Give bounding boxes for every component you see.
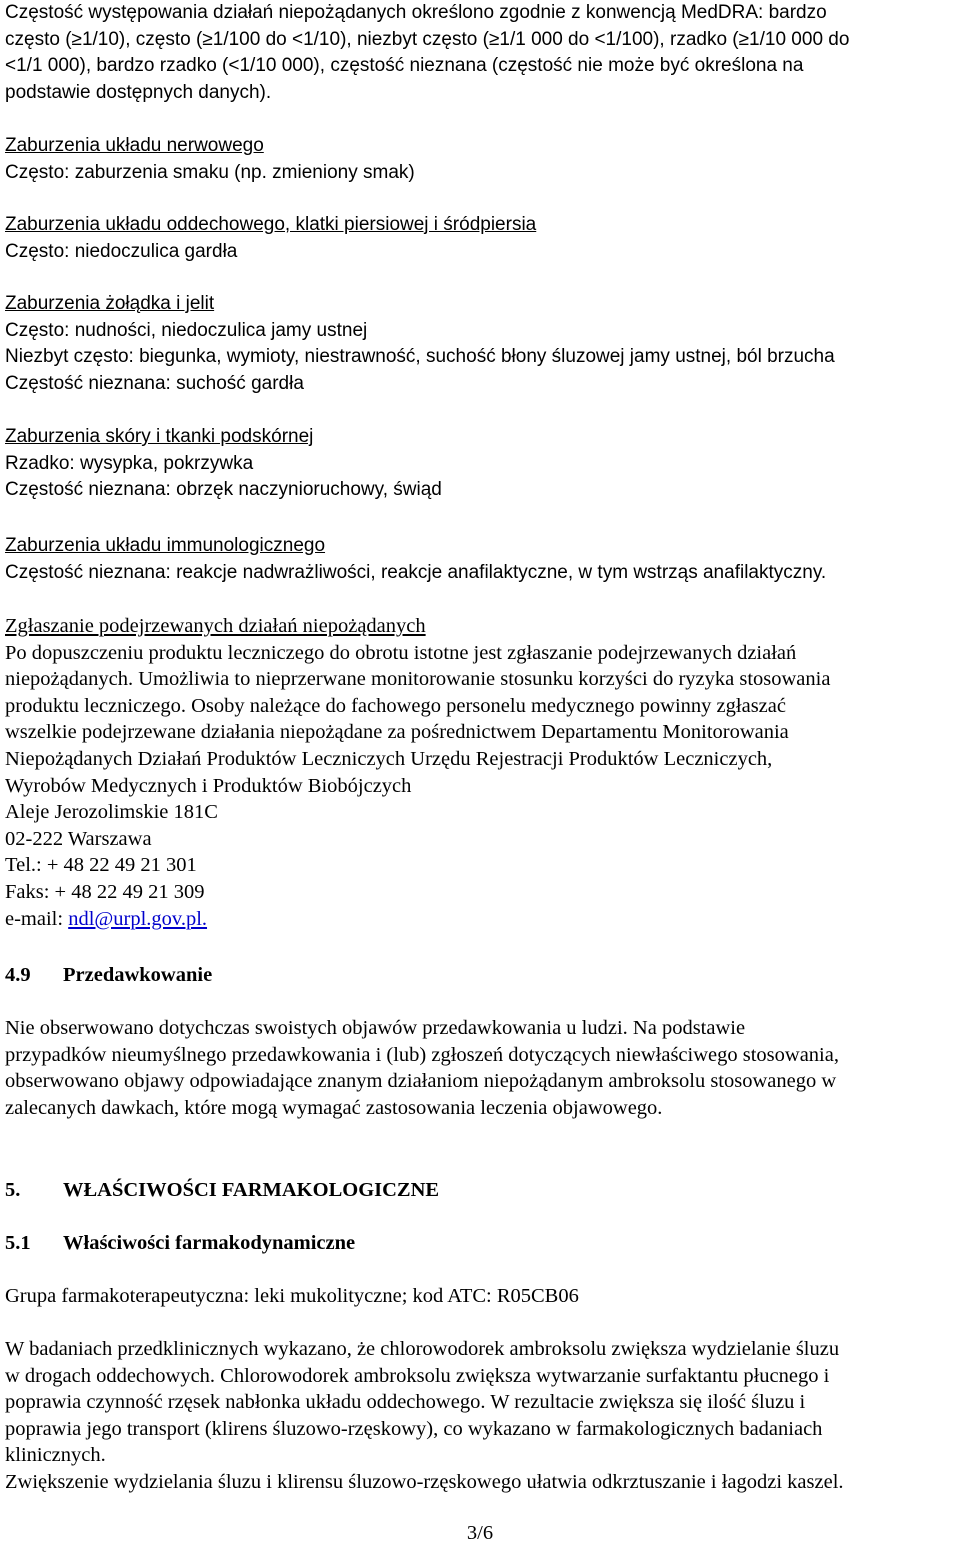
section-4-9-heading [5,962,955,989]
frequency-intro-paragraph [5,0,955,106]
overdose-paragraph [5,1015,955,1121]
group-item: Częstość nieznana: reakcje nadwrażliwości, reakcje anafilaktyczne, w tym wstrząs anafilaktyczny. [5,561,827,583]
pharmacodynamics-paragraph [5,1336,955,1496]
section-title: Właściwości farmakodynamiczne [63,1232,356,1254]
fax-line: Faks: + 48 22 49 21 309 [5,880,205,903]
text-line: zalecanych dawkach, które mogą wymagać zastosowania leczenia objawowego. [5,1096,663,1119]
email-line [5,906,955,933]
group-item: Częstość nieznana: suchość gardła [5,372,304,394]
text-line: W badaniach przedklinicznych wykazano, że chlorowodorek ambroksolu zwiększa wydzielanie śluzu [5,1338,840,1360]
adverse-group-skin [5,424,955,504]
group-heading: Zaburzenia skóry i tkanki podskórnej [5,426,314,447]
text-line: niepożądanych. Umożliwia to nieprzerwane monitorowanie stosunku korzyści do ryzyka stosowania [5,668,831,691]
section-title: Przedawkowanie [63,964,213,986]
text-line: Częstość występowania działań niepożądanych określono zgodnie z konwencją MedDRA: bardzo [5,2,827,23]
group-item: Rzadko: wysypka, pokrzywka [5,452,254,474]
group-item: Częstość nieznana: obrzęk naczynioruchowy, świąd [5,479,442,501]
address-line: Aleje Jerozolimskie 181C [5,801,218,824]
text-line: poprawia czynność rzęsek nabłonka układu oddechowego. W rezultacie zwiększa się ilość śluzu i [5,1391,806,1414]
section-5-heading [5,1177,955,1204]
phone-line: Tel.: + 48 22 49 21 301 [5,854,197,877]
section-number: 5.1 [5,1232,31,1254]
reporting-heading: Zgłaszanie podejrzewanych działań niepożądanych [5,615,426,637]
text-line: w drogach oddechowych. Chlorowodorek ambroksolu zwiększa wytwarzanie surfaktantu płucnego i [5,1364,830,1387]
adverse-group-nervous-system [5,133,955,186]
email-label: e-mail: [5,907,69,930]
text-line: Po dopuszczeniu produktu leczniczego do obrotu istotne jest zgłaszanie podejrzewanych działań [5,641,797,664]
adverse-group-gastrointestinal [5,291,955,397]
text-line: Niepożądanych Działań Produktów Leczniczych Urzędu Rejestracji Produktów Leczniczych, [5,747,773,770]
text-line: przypadków nieumyślnego przedawkowania i (lub) zgłoszeń dotyczących niewłaściwego stosowania, [5,1043,839,1066]
text-line: Zwiększenie wydzielania śluzu i klirensu śluzowo-rzęskowego ułatwia odkrztuszanie i łagodzi kaszel. [5,1470,844,1493]
text-line: Nie obserwowano dotychczas swoistych objawów przedawkowania u ludzi. Na podstawie [5,1017,746,1039]
group-item: Często: niedoczulica gardła [5,240,238,262]
section-number: 5. [5,1179,21,1201]
text-line: Wyrobów Medycznych i Produktów Biobójczych [5,774,412,797]
section-5-1-heading [5,1230,955,1257]
group-heading: Zaburzenia układu nerwowego [5,135,264,156]
page-number: 3/6 [466,1522,494,1544]
text-line: obserwowano objawy odpowiadające znanym działaniom niepożądanym ambroksolu stosowanego w [5,1070,837,1093]
text-line: poprawia jego transport (klirens śluzowo-rzęskowy), co wykazano w farmakologicznych badaniach [5,1417,823,1440]
pharmacotherapeutic-group [5,1283,955,1310]
adverse-group-respiratory [5,212,955,265]
text-line: często (≥1/10), często (≥1/100 do <1/10), niezbyt często (≥1/1 000 do <1/100), rzadko (≥1/10 000 do [5,28,850,50]
group-item: Często: nudności, niedoczulica jamy ustnej [5,319,368,341]
reporting-section [5,613,955,932]
text-line: klinicznych. [5,1444,106,1467]
group-item: Często: zaburzenia smaku (np. zmieniony smak) [5,161,415,183]
adverse-group-immune [5,533,955,586]
group-heading: Zaburzenia żołądka i jelit [5,293,215,314]
text-line: wszelkie podejrzewane działania niepożądane za pośrednictwem Departamentu Monitorowania [5,721,789,744]
email-link[interactable]: ndl@urpl.gov.pl. [68,907,208,930]
group-heading: Zaburzenia układu immunologicznego [5,535,326,556]
text-line: podstawie dostępnych danych). [5,81,272,103]
text-line: produktu leczniczego. Osoby należące do fachowego personelu medycznego powinny zgłaszać [5,694,786,717]
postal-code-line: 02-222 Warszawa [5,827,152,850]
section-title: WŁAŚCIWOŚCI FARMAKOLOGICZNE [63,1179,440,1201]
group-item: Niezbyt często: biegunka, wymioty, niestrawność, suchość błony śluzowej jamy ustnej, ból brzucha [5,346,835,368]
text-line: <1/1 000), bardzo rzadko (<1/10 000), częstość nieznana (częstość nie może być określona na [5,55,804,77]
group-heading: Zaburzenia układu oddechowego, klatki piersiowej i śródpiersia [5,214,537,235]
text-line: Grupa farmakoterapeutyczna: leki mukolityczne; kod ATC: R05CB06 [5,1285,579,1307]
section-number: 4.9 [5,964,31,986]
